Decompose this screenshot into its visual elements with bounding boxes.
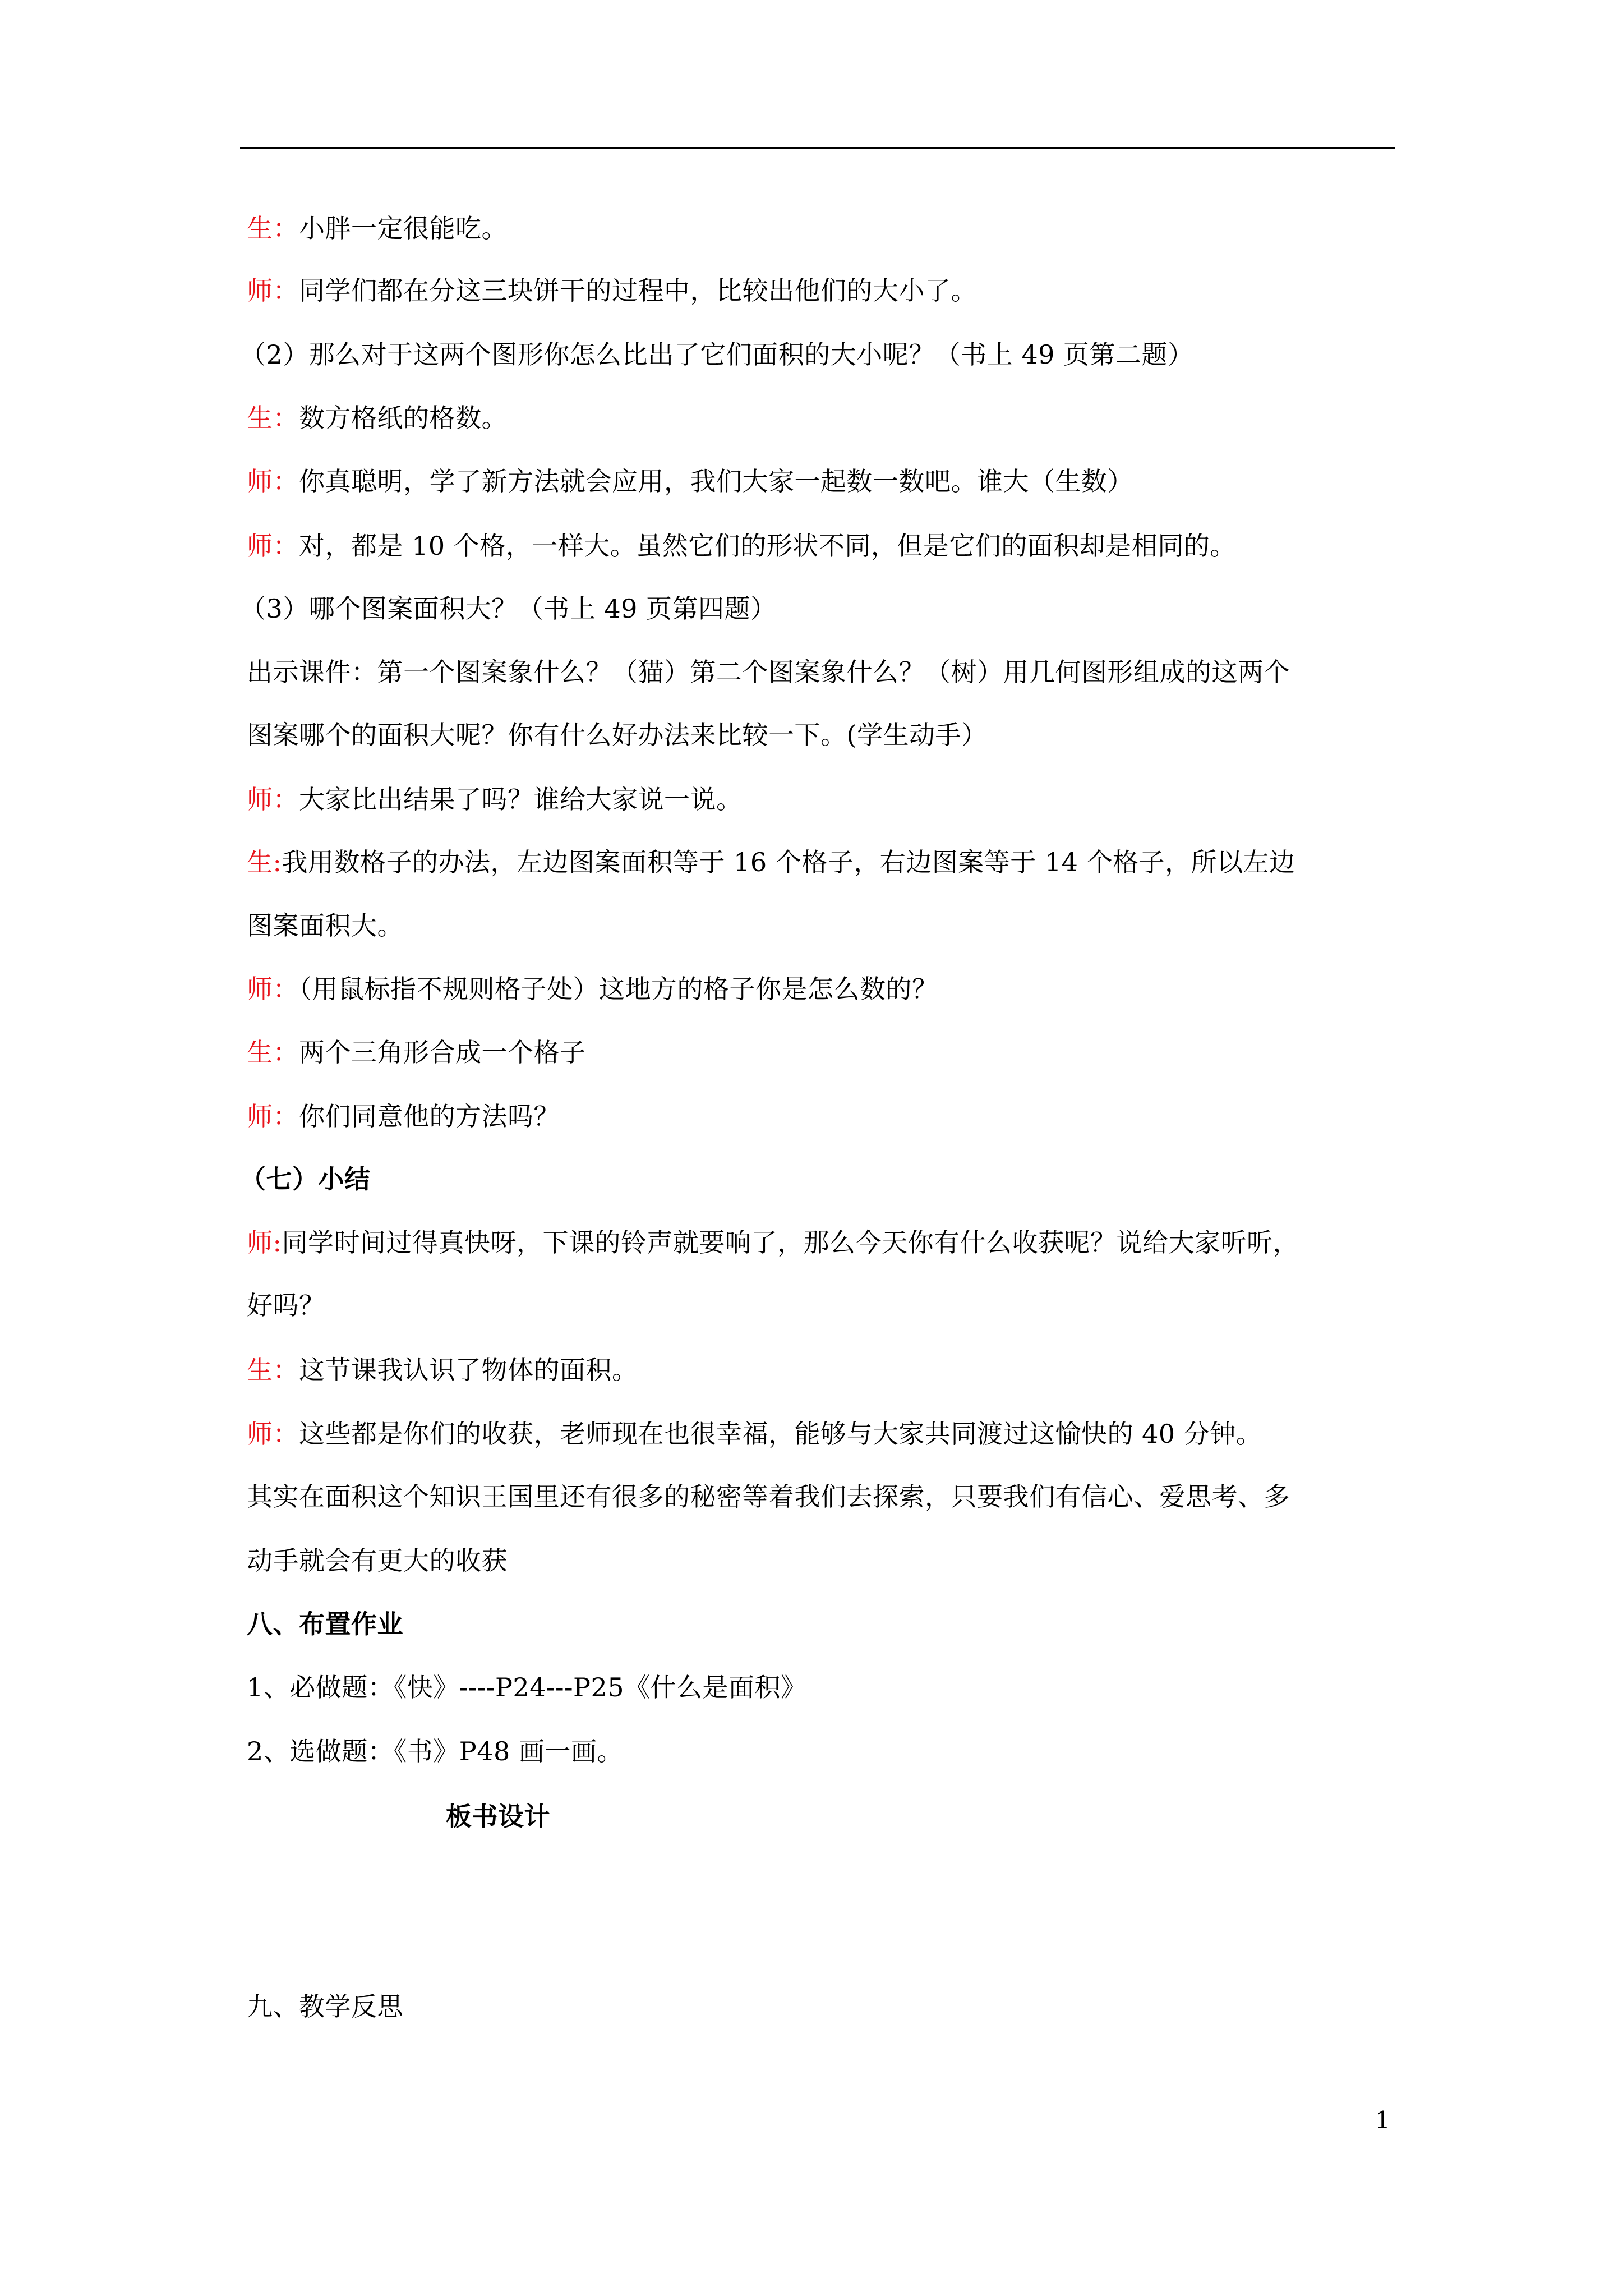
dialogue-line [247, 401, 1402, 435]
section-heading [240, 1162, 1395, 1196]
board-design-heading [446, 1800, 1601, 1833]
line-text: （用鼠标指不规则格子处）这地方的格子你是怎么数的？ [299, 974, 938, 1004]
line-text: 同学时间过得真快呀，下课的铃声就要响了，那么今天你有什么收获呢？说给大家听听， [282, 1227, 1299, 1258]
dialogue-line [247, 1417, 1402, 1451]
line-text: 好吗？ [247, 1290, 325, 1320]
speaker-label: 师： [247, 275, 299, 306]
speaker-label: 生： [247, 213, 299, 243]
heading-text: 板书设计 [446, 1801, 550, 1832]
line-text: 数方格纸的格数。 [299, 403, 508, 433]
speaker-label: 师： [247, 531, 299, 561]
line-text: （3）哪个图案面积大？（书上 49 页第四题） [240, 593, 777, 624]
line-text: 这节课我认识了物体的面积。 [299, 1355, 638, 1385]
text-line [240, 338, 1395, 371]
text-line [247, 1480, 1402, 1513]
text-line [247, 1671, 1402, 1704]
text-line [247, 655, 1402, 689]
section-heading [247, 1990, 1402, 2023]
text-line [247, 1544, 1402, 1577]
dialogue-line [247, 1353, 1402, 1387]
dialogue-line [247, 783, 1402, 816]
heading-text: 九、教学反思 [247, 1991, 403, 2022]
speaker-label: 生： [247, 1037, 299, 1068]
text-line [247, 1734, 1402, 1768]
page-number: 1 [1375, 2106, 1390, 2134]
line-text: 你真聪明，学了新方法就会应用，我们大家一起数一数吧。谁大（生数） [299, 466, 1133, 496]
dialogue-line [247, 211, 1402, 245]
text-line [247, 909, 1402, 942]
line-text: 对，都是 10 个格，一样大。虽然它们的形状不同，但是它们的面积却是相同的。 [299, 531, 1236, 561]
speaker-label: 师： [247, 784, 299, 815]
line-text: 同学们都在分这三块饼干的过程中，比较出他们的大小了。 [299, 275, 977, 306]
speaker-label: 师： [247, 1101, 299, 1131]
dialogue-line [247, 274, 1402, 307]
speaker-label: 师： [247, 1419, 299, 1449]
heading-text: 八、布置作业 [247, 1609, 403, 1639]
dialogue-line [247, 972, 1402, 1006]
text-line [247, 1289, 1402, 1322]
line-text: 你们同意他的方法吗？ [299, 1101, 560, 1131]
line-text: 图案哪个的面积大呢？你有什么好办法来比较一下。(学生动手） [247, 720, 988, 750]
section-heading [247, 1607, 1402, 1641]
speaker-label: 师： [247, 466, 299, 496]
line-text: 大家比出结果了吗？谁给大家说一说。 [299, 784, 743, 815]
line-text: 出示课件：第一个图案象什么？（猫）第二个图案象什么？（树）用几何图形组成的这两个 [247, 657, 1290, 687]
line-text: 两个三角形合成一个格子 [299, 1037, 586, 1068]
dialogue-line [247, 529, 1402, 563]
line-text: （2）那么对于这两个图形你怎么比出了它们面积的大小呢？（书上 49 页第二题） [240, 339, 1194, 370]
line-text: 其实在面积这个知识王国里还有很多的秘密等着我们去探索，只要我们有信心、爱思考、多 [247, 1481, 1290, 1512]
line-text: 我用数格子的办法，左边图案面积等于 16 个格子，右边图案等于 14 个格子，所以左边 [282, 847, 1295, 877]
dialogue-line [247, 845, 1402, 879]
dialogue-line [247, 464, 1402, 498]
header-rule [240, 147, 1395, 149]
line-text: 图案面积大。 [247, 910, 403, 941]
text-line [247, 718, 1402, 752]
line-text: 小胖一定很能吃。 [299, 213, 508, 243]
speaker-label: 师: [247, 1227, 282, 1258]
speaker-label: 生： [247, 1355, 299, 1385]
dialogue-line [247, 1036, 1402, 1069]
heading-text: （七）小结 [240, 1164, 371, 1194]
dialogue-line [247, 1226, 1402, 1259]
text-line [240, 592, 1395, 625]
line-text: 1、必做题：《快》----P24---P25《什么是面积》 [247, 1672, 807, 1703]
line-text: 2、选做题：《书》P48 画一画。 [247, 1736, 623, 1766]
speaker-label: 生: [247, 847, 282, 877]
dialogue-line [247, 1099, 1402, 1133]
line-text: 动手就会有更大的收获 [247, 1545, 508, 1576]
speaker-label: 生： [247, 403, 299, 433]
speaker-label: 师： [247, 974, 299, 1004]
line-text: 这些都是你们的收获，老师现在也很幸福，能够与大家共同渡过这愉快的 40 分钟。 [299, 1419, 1262, 1449]
